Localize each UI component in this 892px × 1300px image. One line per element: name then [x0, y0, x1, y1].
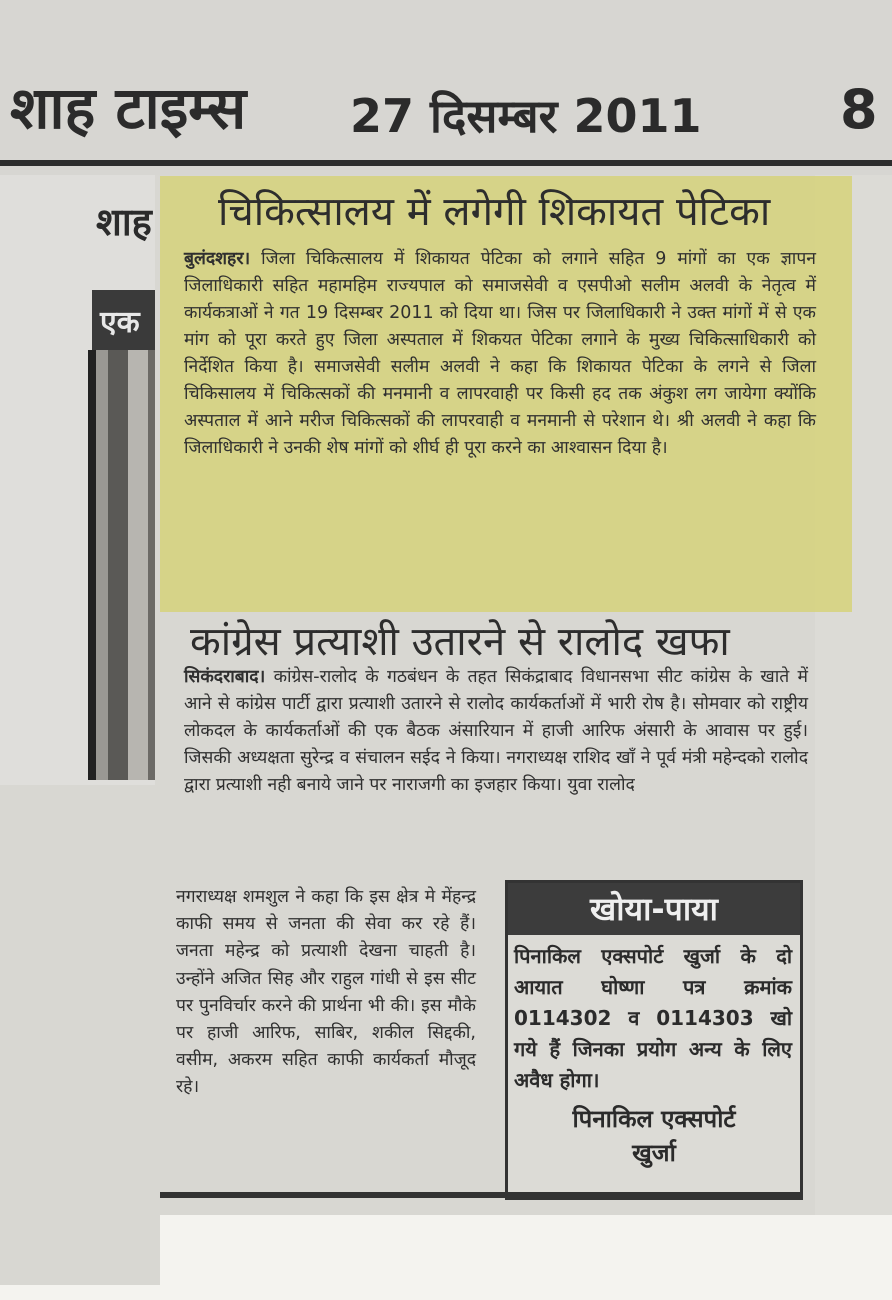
article2-continuation: नगराध्यक्ष शमशुल ने कहा कि इस क्षेत्र मे मेंहन्द्र काफी समय से जनता की सेवा कर रहे हैं। जनता महेन्द्र को प्रत्याशी देखना चाहती है। उन्होंने अजित सिह और राहुल गांधी से इस सीट पर पुनविर्चार करने की प्रार्थना भी की। इस मौके पर हाजी आरिफ, साबिर, शकील सिद्दकी, वसीम, अकरम सहित काफी कार्यकर्ता मौजूद रहे।: [176, 887, 476, 1098]
article1-headline: चिकित्सालय में लगेगी शिकायत पेटिका: [218, 189, 771, 235]
bottom-rule: [160, 1192, 800, 1198]
ad-header: खोया-पाया: [508, 883, 800, 935]
ad-signature-line2: खुर्जा: [632, 1139, 676, 1167]
ad-signature-line1: पिनाकिल एक्सपोर्ट: [572, 1105, 736, 1133]
left-photo-fragment: [88, 350, 160, 780]
lost-found-ad: [505, 880, 803, 1200]
masthead: [0, 0, 892, 178]
masthead-rule: [0, 160, 892, 166]
left-bar-text: एक: [100, 305, 140, 340]
issue-date: 27 दिसम्बर 2011: [350, 89, 702, 143]
article2-text: कांग्रेस-रालोद के गठबंधन के तहत सिकंद्राबाद विधानसभा सीट कांग्रेस के खाते में आने से कांग्रेस पार्टी द्वारा प्रत्याशी उतारने से रालोद कार्यकर्ताओं में भारी रोष है। सोमवार को राष्ट्रीय लोकदल के कार्यकर्ताओं की एक बैठक अंसारियान में हाजी आरिफ अंसारी के आवास पर हुई। जिसकी अध्यक्षता सुरेन्द्र व संचालन सईद ने किया। नगराध्यक्ष राशिद खाँ ने पूर्व मंत्री महेन्दको रालोद द्वारा प्रत्याशी नही बनाये जाने पर नाराजगी का इजहार किया। युवा रालोद: [184, 667, 808, 795]
article1-dateline: बुलंदशहर।: [184, 249, 251, 269]
ad-signature: [508, 1102, 800, 1170]
newspaper-name: शाह टाइम्स: [10, 74, 247, 142]
article1-body: [184, 246, 816, 462]
left-heading-fragment: शाह: [96, 200, 152, 244]
torn-corner: [802, 1230, 892, 1300]
article2-dateline: सिकंदराबाद।: [184, 667, 266, 687]
left-lower-clipping: [0, 785, 160, 1285]
article1-text: जिला चिकित्सालय में शिकायत पेटिका को लगाने सहित 9 मांगों का एक ज्ञापन जिलाधिकारी सहित महामहिम राज्यपाल को समाजसेवी व एसपीओ सलीम अलवी के नेतृत्व में कार्यकत्राओं ने गत 19 दिसम्बर 2011 को दिया था। जिस पर जिलाधिकारी ने उक्त मांगों में से एक मांग को पूरा करते हुए जिला अस्पताल में शिकयत पेटिका लगाने के मुख्य चिकित्साधिकारी को निर्देशित किया है। समाजसेवी सलीम अलवी ने कहा कि शिकायत पेटिका के लगने से जिला चिकिसालय में चिकित्सकों की मनमानी व लापरवाही पर किसी हद तक अंकुश लग जायेगा क्योंकि अस्पताल में आने मरीज चिकित्सकों की लापरवाही व मनमानी से परेशान थे। श्री अलवी ने कहा कि जिलाधिकारी ने उनकी शेष मांगों को शीर्घ ही पूरा करने का आश्वासन दिया है।: [184, 249, 816, 458]
ad-text: पिनाकिल एक्सपोर्ट खुर्जा के दो आयात घोष्णा पत्र क्रमांक 0114302 व 0114303 खो गये हैं जिनका प्रयोग अन्य के लिए अवैध होगा।: [514, 944, 792, 1092]
article2-headline: कांग्रेस प्रत्याशी उतारने से रालोद खफा: [190, 619, 730, 665]
article2-body: [184, 664, 808, 799]
page-number: 8: [840, 78, 878, 141]
